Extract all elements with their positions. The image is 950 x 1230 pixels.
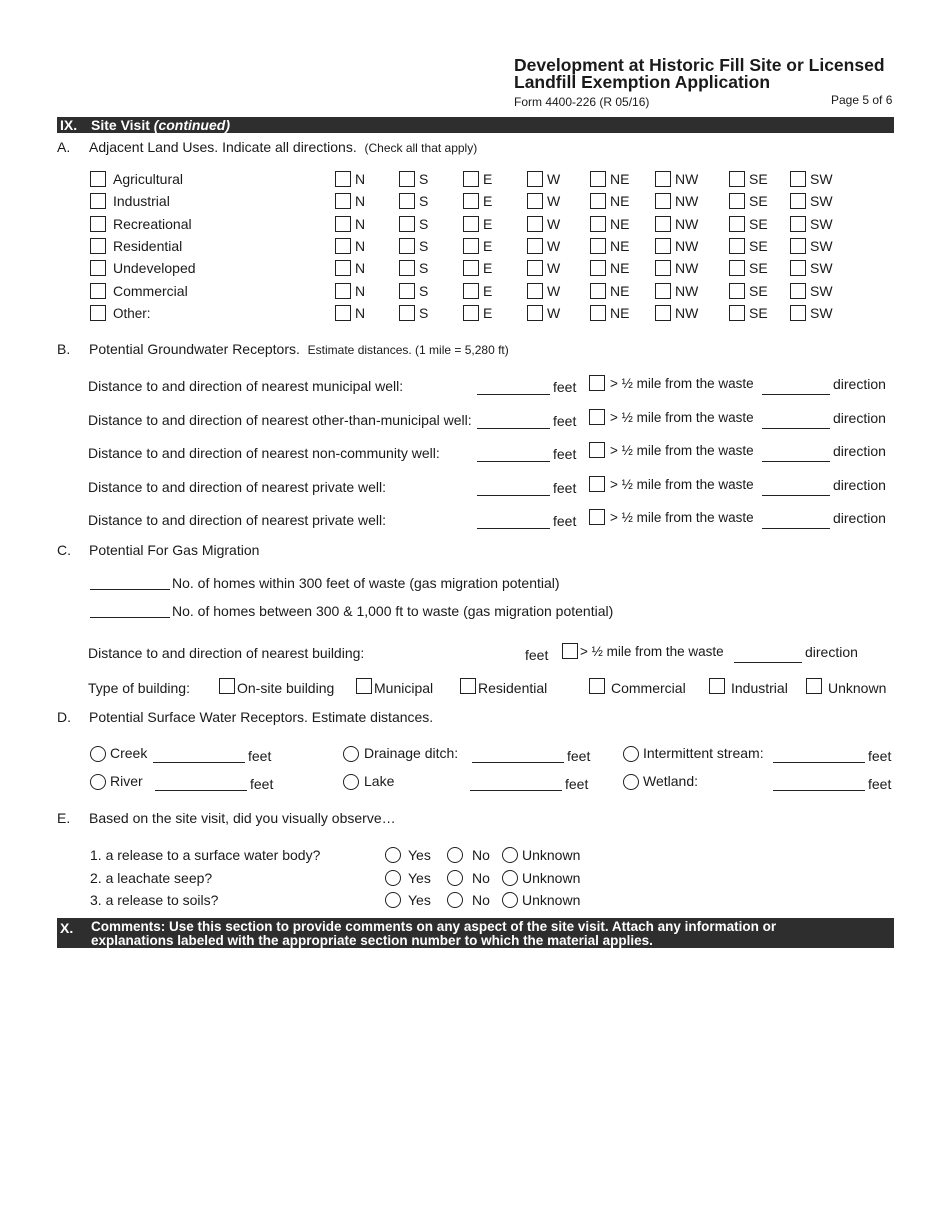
land-use-commercial-w-label: W: [547, 282, 561, 299]
groundwater-row-1-label: Distance to and direction of nearest municipal well:: [88, 378, 404, 394]
groundwater-row-5-direction-label: direction: [833, 510, 886, 526]
land-use-residential-checkbox[interactable]: [90, 238, 106, 254]
surface-water-intermittent-stream-radio[interactable]: [623, 746, 639, 762]
land-use-other-checkbox[interactable]: [90, 305, 106, 321]
building-type-on-site-building-label: On-site building: [237, 680, 335, 696]
land-use-undeveloped-s-label: S: [419, 260, 429, 277]
land-use-commercial-se-checkbox[interactable]: [729, 283, 745, 299]
surface-water-wetland-unit: feet: [868, 776, 892, 792]
land-use-residential-ne-checkbox[interactable]: [590, 238, 606, 254]
section-a-note: (Check all that apply): [364, 141, 478, 155]
land-use-industrial-w-checkbox[interactable]: [527, 193, 543, 209]
land-use-recreational-w-checkbox[interactable]: [527, 216, 543, 232]
land-use-undeveloped-w-label: W: [547, 260, 561, 277]
land-use-undeveloped-se-checkbox[interactable]: [729, 260, 745, 276]
land-use-industrial-nw-checkbox[interactable]: [655, 193, 671, 209]
homes-300-label: No. of homes within 300 feet of waste (gas migration potential): [172, 575, 560, 591]
building-type-residential-checkbox[interactable]: [460, 678, 476, 694]
land-use-undeveloped-ne-checkbox[interactable]: [590, 260, 606, 276]
groundwater-row-5-label: Distance to and direction of nearest private well:: [88, 512, 387, 528]
groundwater-row-2-direction-input[interactable]: [762, 428, 830, 429]
section-x-header: [57, 918, 894, 948]
groundwater-row-1-half-mile-checkbox[interactable]: [589, 375, 605, 391]
land-use-commercial-checkbox[interactable]: [90, 283, 106, 299]
surface-water-lake-distance-input[interactable]: [470, 790, 562, 791]
surface-water-creek-radio[interactable]: [90, 746, 106, 762]
land-use-recreational-nw-checkbox[interactable]: [655, 216, 671, 232]
form-title-line2: Landfill Exemption Application: [514, 72, 771, 92]
page-number: Page 5 of 6: [831, 93, 893, 107]
observation-question-3-yes-radio[interactable]: [385, 892, 401, 908]
form-number: Form 4400-226 (R 05/16): [514, 95, 650, 109]
building-type-industrial-label: Industrial: [731, 680, 788, 696]
groundwater-row-2-direction-label: direction: [833, 409, 886, 426]
land-use-residential-ne-label: NE: [610, 237, 630, 254]
land-use-agricultural-n-label: N: [355, 171, 366, 187]
land-use-industrial-s-checkbox[interactable]: [399, 193, 415, 209]
land-use-other-ne-checkbox[interactable]: [590, 305, 606, 321]
land-use-agricultural-ne-checkbox[interactable]: [590, 171, 606, 187]
land-use-industrial-ne-checkbox[interactable]: [590, 193, 606, 209]
land-use-recreational-e-checkbox[interactable]: [463, 216, 479, 232]
observation-question-3-yes-label: Yes: [408, 892, 431, 908]
land-use-industrial-se-checkbox[interactable]: [729, 193, 745, 209]
surface-water-wetland-distance-input[interactable]: [773, 790, 865, 791]
land-use-recreational-ne-label: NE: [610, 215, 630, 232]
land-use-commercial-nw-checkbox[interactable]: [655, 283, 671, 299]
land-use-recreational-s-label: S: [419, 215, 429, 232]
observation-question-2-yes-radio[interactable]: [385, 870, 401, 886]
section-e-letter: E.: [57, 810, 71, 826]
groundwater-row-1-half-mile-label: > ½ mile from the waste: [610, 376, 754, 391]
land-use-commercial-w-checkbox[interactable]: [527, 283, 543, 299]
land-use-agricultural-s-checkbox[interactable]: [399, 171, 415, 187]
groundwater-row-4-distance-input[interactable]: [477, 495, 550, 496]
observation-question-1-unknown-label: Unknown: [522, 847, 581, 863]
observation-question-2-no-label: No: [472, 869, 490, 886]
land-use-other-se-checkbox[interactable]: [729, 305, 745, 321]
land-use-industrial-ne-label: NE: [610, 193, 630, 210]
land-use-other-n-checkbox[interactable]: [335, 305, 351, 321]
surface-water-lake-radio[interactable]: [343, 774, 359, 790]
land-use-agricultural-w-label: W: [547, 171, 561, 187]
surface-water-wetland-radio[interactable]: [623, 774, 639, 790]
land-use-undeveloped-ne-label: NE: [610, 260, 630, 277]
section-a-label: [89, 139, 477, 155]
groundwater-row-3-half-mile-checkbox[interactable]: [589, 442, 605, 458]
section-x-number: X.: [60, 920, 74, 936]
land-use-recreational-sw-checkbox[interactable]: [790, 216, 806, 232]
section-ix-title-suffix: (continued): [153, 117, 230, 133]
land-use-undeveloped-label: Undeveloped: [113, 260, 196, 277]
surface-water-creek-distance-input[interactable]: [153, 762, 245, 763]
land-use-commercial-sw-checkbox[interactable]: [790, 283, 806, 299]
groundwater-row-4-label: Distance to and direction of nearest private well:: [88, 478, 387, 495]
land-use-residential-w-label: W: [547, 237, 561, 254]
section-ix-number: IX.: [60, 117, 78, 133]
surface-water-river-label: River: [110, 773, 143, 789]
land-use-residential-s-checkbox[interactable]: [399, 238, 415, 254]
land-use-commercial-n-label: N: [355, 282, 366, 299]
building-type-municipal-label: Municipal: [374, 680, 434, 696]
land-use-commercial-s-label: S: [419, 282, 429, 299]
building-type-municipal-checkbox[interactable]: [356, 678, 372, 694]
land-use-other-s-checkbox[interactable]: [399, 305, 415, 321]
land-use-recreational-checkbox[interactable]: [90, 216, 106, 232]
land-use-agricultural-checkbox[interactable]: [90, 171, 106, 187]
observation-question-2-yes-label: Yes: [408, 869, 431, 886]
observation-question-3-label: 3. a release to soils?: [90, 892, 219, 908]
surface-water-intermittent-stream-unit: feet: [868, 748, 892, 764]
land-use-residential-e-label: E: [483, 237, 493, 254]
homes-1000-label: No. of homes between 300 & 1,000 ft to waste (gas migration potential): [172, 603, 614, 619]
section-ix-title: [91, 117, 230, 133]
land-use-recreational-se-label: SE: [749, 215, 768, 232]
land-use-agricultural-nw-label: NW: [675, 171, 699, 187]
land-use-other-nw-checkbox[interactable]: [655, 305, 671, 321]
observation-question-1-no-label: No: [472, 847, 490, 863]
land-use-other-w-label: W: [547, 304, 561, 321]
land-use-industrial-e-checkbox[interactable]: [463, 193, 479, 209]
land-use-undeveloped-n-checkbox[interactable]: [335, 260, 351, 276]
section-c-letter: C.: [57, 542, 71, 558]
land-use-other-e-checkbox[interactable]: [463, 305, 479, 321]
land-use-undeveloped-se-label: SE: [749, 260, 768, 277]
surface-water-river-distance-input[interactable]: [155, 790, 247, 791]
land-use-industrial-nw-label: NW: [675, 193, 699, 210]
land-use-recreational-se-checkbox[interactable]: [729, 216, 745, 232]
land-use-agricultural-s-label: S: [419, 171, 429, 187]
section-c-label: Potential For Gas Migration: [89, 542, 260, 558]
observation-question-3-no-radio[interactable]: [447, 892, 463, 908]
land-use-recreational-label: Recreational: [113, 215, 192, 232]
land-use-residential-nw-label: NW: [675, 237, 699, 254]
surface-water-river-unit: feet: [250, 776, 274, 792]
observation-question-3-unknown-label: Unknown: [522, 892, 581, 908]
observation-question-2-label: 2. a leachate seep?: [90, 869, 213, 886]
groundwater-row-5-half-mile-checkbox[interactable]: [589, 509, 605, 525]
land-use-industrial-checkbox[interactable]: [90, 193, 106, 209]
section-a-label-text: Adjacent Land Uses. Indicate all directions.: [89, 139, 357, 155]
groundwater-row-4-direction-label: direction: [833, 476, 886, 493]
land-use-undeveloped-e-checkbox[interactable]: [463, 260, 479, 276]
surface-water-drainage-ditch-distance-input[interactable]: [472, 762, 564, 763]
groundwater-row-5-distance-input[interactable]: [477, 528, 550, 529]
surface-water-wetland-label: Wetland:: [643, 773, 698, 789]
land-use-recreational-n-checkbox[interactable]: [335, 216, 351, 232]
building-type-commercial-label: Commercial: [611, 680, 686, 696]
land-use-other-sw-checkbox[interactable]: [790, 305, 806, 321]
land-use-undeveloped-nw-label: NW: [675, 260, 699, 277]
land-use-agricultural-ne-label: NE: [610, 171, 630, 187]
land-use-recreational-s-checkbox[interactable]: [399, 216, 415, 232]
land-use-industrial-se-label: SE: [749, 193, 768, 210]
land-use-undeveloped-e-label: E: [483, 260, 493, 277]
land-use-agricultural-se-checkbox[interactable]: [729, 171, 745, 187]
groundwater-row-3-direction-label: direction: [833, 443, 886, 459]
land-use-industrial-label: Industrial: [113, 193, 170, 210]
land-use-other-n-label: N: [355, 304, 366, 321]
building-type-on-site-building-checkbox[interactable]: [219, 678, 235, 694]
groundwater-row-5-half-mile-label: > ½ mile from the waste: [610, 510, 754, 525]
section-d-label: Potential Surface Water Receptors. Estimate distances.: [89, 709, 434, 725]
land-use-agricultural-e-label: E: [483, 171, 493, 187]
surface-water-river-radio[interactable]: [90, 774, 106, 790]
land-use-agricultural-w-checkbox[interactable]: [527, 171, 543, 187]
land-use-undeveloped-checkbox[interactable]: [90, 260, 106, 276]
land-use-residential-sw-label: SW: [810, 237, 833, 254]
groundwater-row-3-half-mile-label: > ½ mile from the waste: [610, 443, 754, 458]
land-use-commercial-e-label: E: [483, 282, 493, 299]
land-use-residential-s-label: S: [419, 237, 429, 254]
building-type-label: Type of building:: [88, 680, 190, 696]
observation-question-2-unknown-radio[interactable]: [502, 870, 518, 886]
nearest-building-direction-label: direction: [805, 644, 858, 660]
land-use-residential-nw-checkbox[interactable]: [655, 238, 671, 254]
land-use-agricultural-sw-label: SW: [810, 171, 833, 187]
observation-question-2-unknown-label: Unknown: [522, 869, 581, 886]
land-use-residential-n-label: N: [355, 237, 366, 254]
observation-question-3-no-label: No: [472, 892, 490, 908]
groundwater-row-4-unit: feet: [553, 479, 577, 496]
land-use-other-ne-label: NE: [610, 304, 630, 321]
land-use-recreational-n-label: N: [355, 215, 366, 232]
surface-water-lake-label: Lake: [364, 773, 395, 789]
land-use-recreational-sw-label: SW: [810, 215, 833, 232]
surface-water-intermittent-stream-label: Intermittent stream:: [643, 745, 764, 761]
observation-question-1-yes-label: Yes: [408, 847, 431, 863]
land-use-agricultural-n-checkbox[interactable]: [335, 171, 351, 187]
section-b-label: [89, 341, 509, 357]
land-use-undeveloped-sw-label: SW: [810, 260, 833, 277]
building-type-industrial-checkbox[interactable]: [709, 678, 725, 694]
surface-water-creek-label: Creek: [110, 745, 148, 761]
nearest-building-label: Distance to and direction of nearest building:: [88, 645, 365, 661]
land-use-other-label: Other:: [113, 305, 151, 321]
building-type-residential-label: Residential: [478, 680, 548, 696]
nearest-building-half-mile-label: > ½ mile from the waste: [580, 644, 724, 659]
homes-1000-input[interactable]: [90, 617, 170, 618]
land-use-commercial-s-checkbox[interactable]: [399, 283, 415, 299]
land-use-industrial-sw-label: SW: [810, 193, 833, 210]
groundwater-row-2-half-mile-checkbox[interactable]: [589, 409, 605, 425]
land-use-other-s-label: S: [419, 304, 429, 321]
land-use-other-nw-label: NW: [675, 304, 699, 321]
observation-question-3-unknown-radio[interactable]: [502, 892, 518, 908]
land-use-undeveloped-w-checkbox[interactable]: [527, 260, 543, 276]
section-ix-header: [57, 117, 894, 133]
section-a-letter: A.: [57, 139, 71, 155]
section-x-line2: explanations labeled with the appropriate section number to which the material applies.: [91, 933, 653, 948]
land-use-agricultural-sw-checkbox[interactable]: [790, 171, 806, 187]
groundwater-row-5-direction-input[interactable]: [762, 528, 830, 529]
land-use-recreational-nw-label: NW: [675, 215, 699, 232]
land-use-residential-w-checkbox[interactable]: [527, 238, 543, 254]
land-use-agricultural-se-label: SE: [749, 171, 768, 187]
land-use-agricultural-label: Agricultural: [113, 171, 184, 187]
land-use-other-se-label: SE: [749, 304, 768, 321]
groundwater-row-4-half-mile-checkbox[interactable]: [589, 476, 605, 492]
section-b-letter: B.: [57, 341, 71, 357]
land-use-commercial-ne-checkbox[interactable]: [590, 283, 606, 299]
land-use-industrial-sw-checkbox[interactable]: [790, 193, 806, 209]
land-use-commercial-n-checkbox[interactable]: [335, 283, 351, 299]
section-x-line1: Comments: Use this section to provide comments on any aspect of the site visit. Attach any information or: [91, 919, 777, 934]
land-use-commercial-nw-label: NW: [675, 282, 699, 299]
land-use-industrial-s-label: S: [419, 193, 429, 210]
surface-water-intermittent-stream-distance-input[interactable]: [773, 762, 865, 763]
observation-question-1-unknown-radio[interactable]: [502, 847, 518, 863]
land-use-commercial-sw-label: SW: [810, 282, 833, 299]
surface-water-drainage-ditch-label: Drainage ditch:: [364, 745, 459, 761]
land-use-undeveloped-n-label: N: [355, 260, 366, 277]
observation-question-1-yes-radio[interactable]: [385, 847, 401, 863]
groundwater-row-5-unit: feet: [553, 513, 577, 529]
section-ix-title-text: Site Visit: [91, 117, 150, 133]
land-use-industrial-n-label: N: [355, 193, 366, 210]
land-use-recreational-w-label: W: [547, 215, 561, 232]
land-use-other-sw-label: SW: [810, 304, 833, 321]
surface-water-drainage-ditch-unit: feet: [567, 748, 591, 764]
groundwater-row-3-distance-input[interactable]: [477, 461, 550, 462]
groundwater-row-2-label: Distance to and direction of nearest other-than-municipal well:: [88, 411, 472, 428]
land-use-commercial-se-label: SE: [749, 282, 768, 299]
nearest-building-half-mile-checkbox[interactable]: [562, 643, 578, 659]
groundwater-row-1-unit: feet: [553, 379, 577, 395]
land-use-recreational-e-label: E: [483, 215, 493, 232]
land-use-other-w-checkbox[interactable]: [527, 305, 543, 321]
groundwater-row-3-unit: feet: [553, 446, 577, 462]
land-use-undeveloped-sw-checkbox[interactable]: [790, 260, 806, 276]
observation-question-2-no-radio[interactable]: [447, 870, 463, 886]
land-use-residential-label: Residential: [113, 237, 183, 254]
form-title-line1: Development at Historic Fill Site or Licensed: [514, 55, 885, 75]
section-e-label: Based on the site visit, did you visually observe…: [89, 810, 396, 826]
land-use-commercial-ne-label: NE: [610, 282, 630, 299]
groundwater-row-1-distance-input[interactable]: [477, 394, 550, 395]
groundwater-row-4-direction-input[interactable]: [762, 495, 830, 496]
groundwater-row-4-half-mile-label: > ½ mile from the waste: [610, 476, 754, 492]
land-use-residential-sw-checkbox[interactable]: [790, 238, 806, 254]
land-use-undeveloped-nw-checkbox[interactable]: [655, 260, 671, 276]
observation-question-1-label: 1. a release to a surface water body?: [90, 847, 321, 863]
land-use-industrial-w-label: W: [547, 193, 561, 210]
land-use-residential-e-checkbox[interactable]: [463, 238, 479, 254]
land-use-recreational-ne-checkbox[interactable]: [590, 216, 606, 232]
building-type-commercial-checkbox[interactable]: [589, 678, 605, 694]
surface-water-drainage-ditch-radio[interactable]: [343, 746, 359, 762]
homes-300-input[interactable]: [90, 589, 170, 590]
section-b-label-text: Potential Groundwater Receptors.: [89, 341, 300, 357]
land-use-residential-n-checkbox[interactable]: [335, 238, 351, 254]
land-use-agricultural-nw-checkbox[interactable]: [655, 171, 671, 187]
nearest-building-direction-input[interactable]: [734, 662, 802, 663]
groundwater-row-1-direction-input[interactable]: [762, 394, 830, 395]
nearest-building-unit: feet: [525, 647, 549, 663]
land-use-undeveloped-s-checkbox[interactable]: [399, 260, 415, 276]
land-use-residential-se-checkbox[interactable]: [729, 238, 745, 254]
groundwater-row-2-half-mile-label: > ½ mile from the waste: [610, 409, 754, 425]
groundwater-row-2-unit: feet: [553, 412, 577, 429]
building-type-unknown-label: Unknown: [828, 680, 887, 696]
section-d-letter: D.: [57, 709, 71, 725]
land-use-residential-se-label: SE: [749, 237, 768, 254]
groundwater-row-1-direction-label: direction: [833, 376, 886, 392]
land-use-industrial-n-checkbox[interactable]: [335, 193, 351, 209]
land-use-commercial-label: Commercial: [113, 282, 188, 299]
land-use-industrial-e-label: E: [483, 193, 493, 210]
surface-water-creek-unit: feet: [248, 748, 272, 764]
groundwater-row-2-distance-input[interactable]: [477, 428, 550, 429]
surface-water-lake-unit: feet: [565, 776, 589, 792]
groundwater-row-3-label: Distance to and direction of nearest non-community well:: [88, 445, 440, 461]
building-type-unknown-checkbox[interactable]: [806, 678, 822, 694]
observation-question-1-no-radio[interactable]: [447, 847, 463, 863]
groundwater-row-3-direction-input[interactable]: [762, 461, 830, 462]
land-use-agricultural-e-checkbox[interactable]: [463, 171, 479, 187]
section-b-note: Estimate distances. (1 mile = 5,280 ft): [307, 343, 509, 357]
land-use-other-e-label: E: [483, 304, 493, 321]
land-use-commercial-e-checkbox[interactable]: [463, 283, 479, 299]
